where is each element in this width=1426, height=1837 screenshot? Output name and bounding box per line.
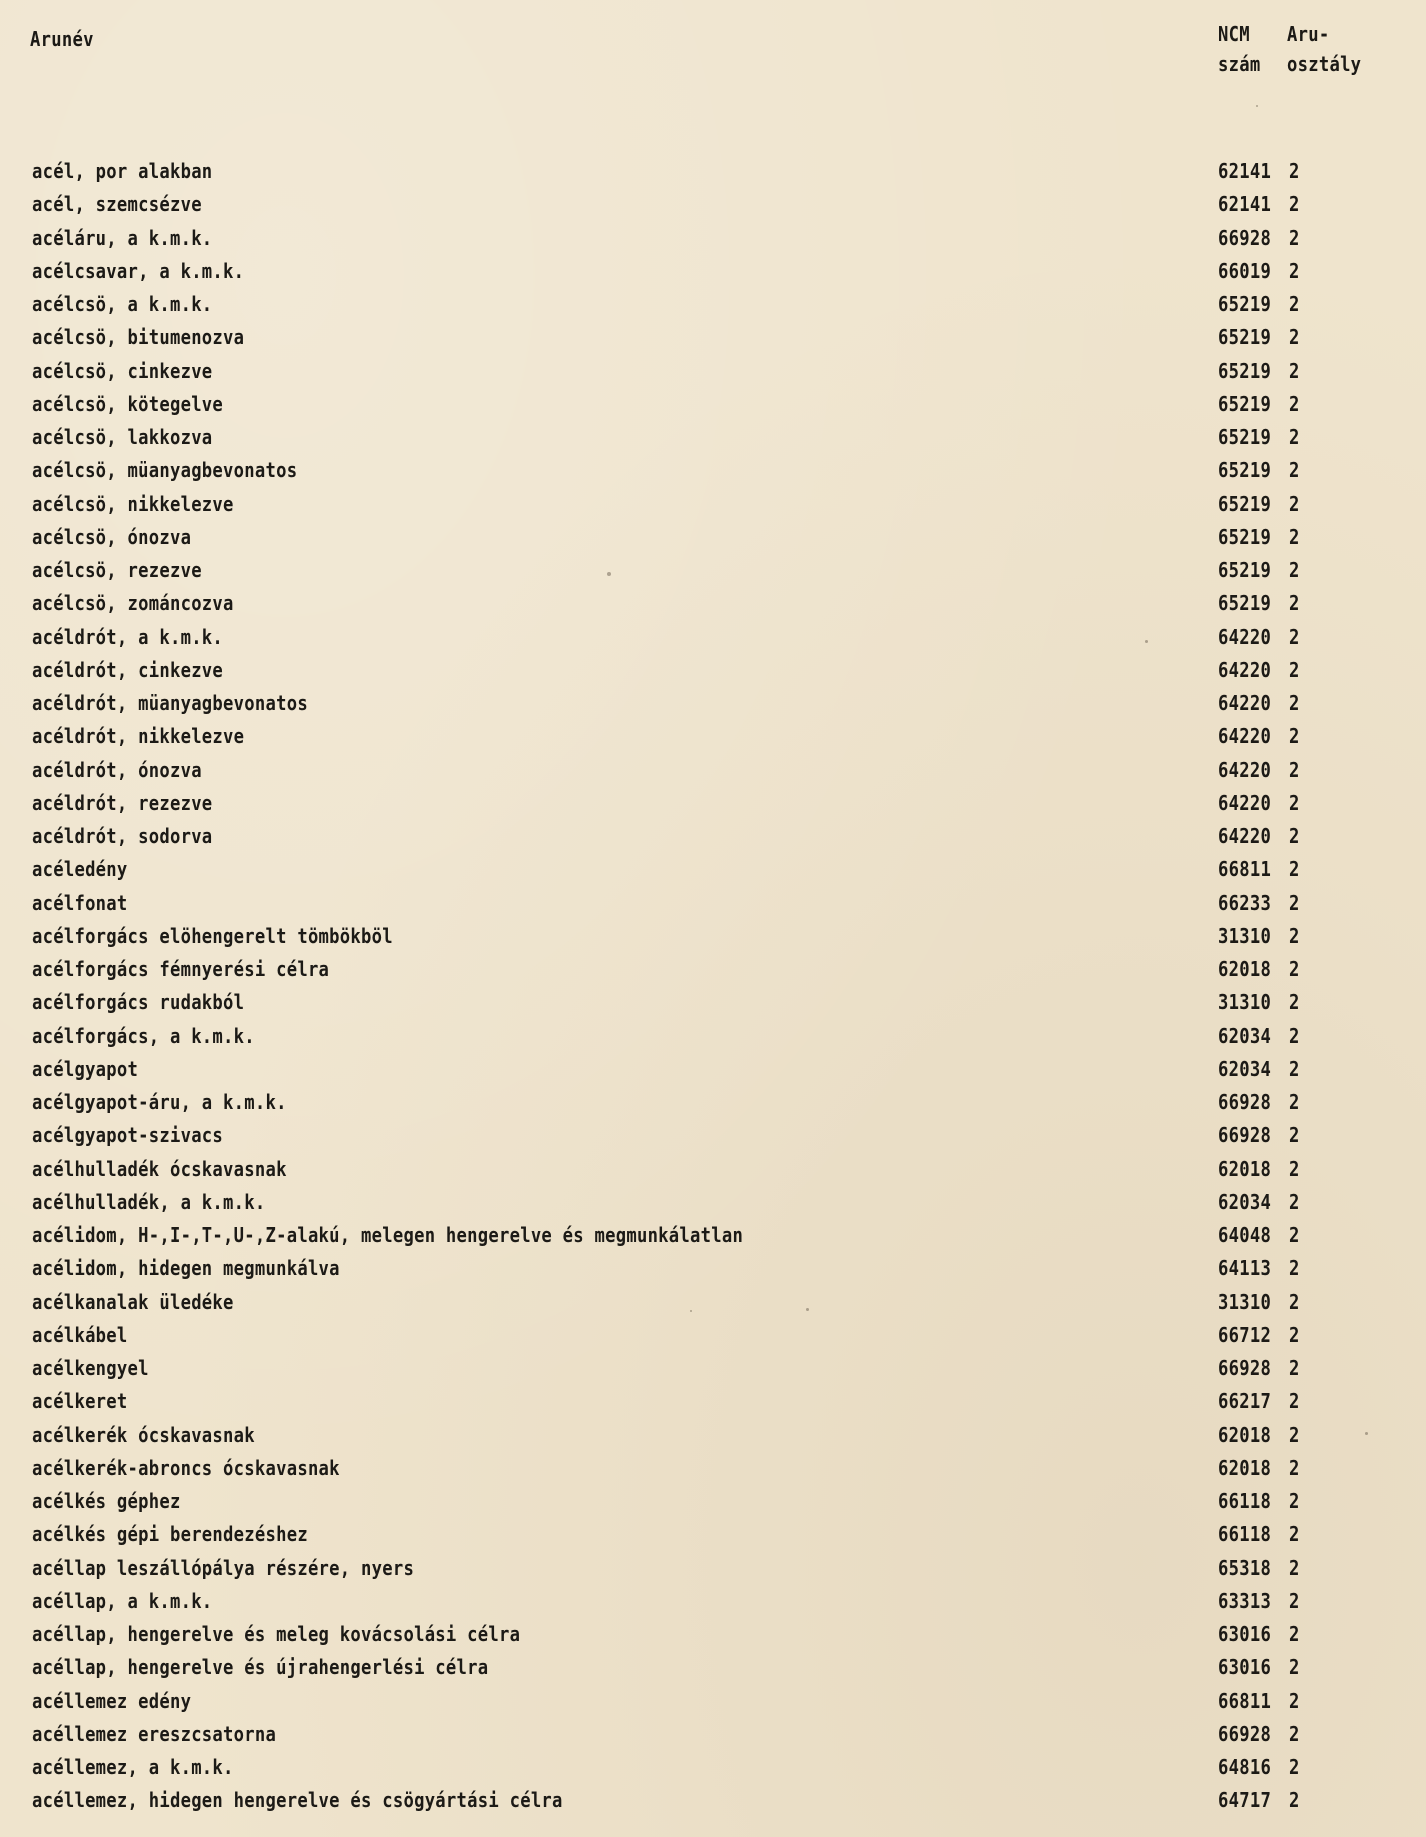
- list-item: [0, 289, 1426, 322]
- product-name: acélkerék ócskavasnak: [32, 1422, 255, 1447]
- product-name: acélforgács fémnyerési célra: [32, 957, 330, 981]
- product-class: 2: [1289, 857, 1300, 882]
- list-item: [0, 888, 1426, 921]
- product-name: acélgyapot-szivacs: [32, 1123, 224, 1148]
- paper-speck: [1145, 640, 1148, 643]
- list-item: [0, 1353, 1426, 1386]
- ncm-code: 63016: [1218, 1622, 1272, 1646]
- list-item: [0, 1154, 1426, 1187]
- product-class: 2: [1289, 1788, 1300, 1813]
- ncm-code: 62018: [1218, 1455, 1272, 1480]
- list-item: [0, 455, 1426, 488]
- product-class: 2: [1289, 1356, 1300, 1380]
- list-item: [0, 322, 1426, 355]
- list-item: [0, 555, 1426, 588]
- list-item: [0, 755, 1426, 788]
- ncm-code: 66118: [1218, 1489, 1272, 1513]
- product-class: 2: [1289, 1555, 1300, 1580]
- product-name: acélforgács elöhengerelt tömbökböl: [32, 923, 393, 948]
- ncm-code: 62034: [1218, 1023, 1272, 1048]
- product-class: 2: [1289, 890, 1300, 915]
- paper-speck: [690, 1310, 692, 1312]
- ncm-code: 64113: [1218, 1256, 1272, 1281]
- product-name: acéllap leszállópálya részére, nyers: [32, 1555, 415, 1580]
- product-name: acélcsavar, a k.m.k.: [32, 258, 245, 283]
- product-class: 2: [1289, 790, 1300, 815]
- ncm-code: 31310: [1218, 990, 1272, 1015]
- list-item: [0, 522, 1426, 555]
- list-item: [0, 987, 1426, 1020]
- list-item: [0, 489, 1426, 522]
- product-name: acéldrót, a k.m.k.: [32, 624, 224, 649]
- ncm-code: 65219: [1218, 458, 1272, 483]
- list-item: [0, 1087, 1426, 1120]
- list-item: [0, 1652, 1426, 1685]
- product-name: acélhulladék, a k.m.k.: [32, 1189, 266, 1214]
- product-class: 2: [1289, 1688, 1300, 1713]
- product-class: 2: [1289, 192, 1300, 217]
- ncm-code: 64220: [1218, 790, 1272, 815]
- product-name: acélhulladék ócskavasnak: [32, 1156, 287, 1181]
- paper-speck: [607, 572, 611, 576]
- product-class: 2: [1289, 724, 1300, 749]
- column-header-ncm: NCM szám: [1218, 22, 1261, 76]
- product-class: 2: [1289, 824, 1300, 848]
- list-item: [0, 1386, 1426, 1419]
- product-class: 2: [1289, 591, 1300, 616]
- list-item: [0, 1553, 1426, 1586]
- product-name: acélfonat: [32, 890, 128, 915]
- list-item: [0, 356, 1426, 389]
- product-name: acéláru, a k.m.k.: [32, 225, 213, 250]
- product-name: acéllap, hengerelve és meleg kovácsolási célra: [32, 1622, 521, 1646]
- list-item: [0, 389, 1426, 422]
- product-class: 2: [1289, 1389, 1300, 1414]
- ncm-code: 31310: [1218, 923, 1272, 948]
- list-item: [0, 422, 1426, 455]
- product-name: acéldrót, rezezve: [32, 790, 213, 815]
- product-class: 2: [1289, 1622, 1300, 1646]
- product-name: acélkeret: [32, 1389, 128, 1414]
- ncm-code: 64220: [1218, 724, 1272, 749]
- list-item: [0, 1120, 1426, 1153]
- product-class: 2: [1289, 1721, 1300, 1746]
- ncm-code: 66811: [1218, 857, 1272, 882]
- product-name: acélcsö, cinkezve: [32, 358, 213, 383]
- ncm-code: 64048: [1218, 1223, 1272, 1247]
- product-name: acélcsö, lakkozva: [32, 425, 213, 449]
- product-name: acéllemez ereszcsatorna: [32, 1721, 277, 1746]
- list-item: [0, 1686, 1426, 1719]
- list-item: [0, 156, 1426, 189]
- product-class: 2: [1289, 1023, 1300, 1048]
- column-header-class: Aru- osztály: [1287, 22, 1362, 76]
- ncm-code: 65219: [1218, 524, 1272, 549]
- ncm-code: 64220: [1218, 824, 1272, 848]
- product-name: acélgyapot-áru, a k.m.k.: [32, 1090, 287, 1114]
- ncm-code: 62018: [1218, 1422, 1272, 1447]
- product-name: acélcsö, nikkelezve: [32, 491, 234, 516]
- product-class: 2: [1289, 1322, 1300, 1347]
- product-class: 2: [1289, 458, 1300, 483]
- ncm-code: 65219: [1218, 591, 1272, 616]
- ncm-code: 66928: [1218, 1721, 1272, 1746]
- product-class: 2: [1289, 1489, 1300, 1513]
- product-class: 2: [1289, 624, 1300, 649]
- list-item: [0, 1187, 1426, 1220]
- product-class: 2: [1289, 1289, 1300, 1314]
- product-class: 2: [1289, 491, 1300, 516]
- list-item: [0, 1486, 1426, 1519]
- product-class: 2: [1289, 358, 1300, 383]
- list-item: [0, 622, 1426, 655]
- product-name: acélkábel: [32, 1322, 128, 1347]
- list-item: [0, 1054, 1426, 1087]
- list-item: [0, 256, 1426, 289]
- ncm-code: 66928: [1218, 225, 1272, 250]
- product-class: 2: [1289, 1588, 1300, 1613]
- product-name: acélforgács, a k.m.k.: [32, 1023, 255, 1048]
- product-class: 2: [1289, 1123, 1300, 1148]
- ncm-code: 66712: [1218, 1322, 1272, 1347]
- product-name: acélkerék-abroncs ócskavasnak: [32, 1455, 340, 1480]
- ncm-code: 62034: [1218, 1189, 1272, 1214]
- ncm-code: 64220: [1218, 691, 1272, 715]
- ncm-code: 65219: [1218, 292, 1272, 316]
- ncm-code: 64220: [1218, 757, 1272, 782]
- product-class: 2: [1289, 1056, 1300, 1081]
- list-item: [0, 1453, 1426, 1486]
- product-class: 2: [1289, 1090, 1300, 1114]
- ncm-code: 62034: [1218, 1056, 1272, 1081]
- list-item: [0, 588, 1426, 621]
- list-item: [0, 788, 1426, 821]
- product-name: acélkés gépi berendezéshez: [32, 1522, 308, 1547]
- list-item: [0, 721, 1426, 754]
- product-class: 2: [1289, 292, 1300, 316]
- ncm-code: 64816: [1218, 1755, 1272, 1779]
- ncm-code: 63016: [1218, 1655, 1272, 1680]
- ncm-code: 31310: [1218, 1289, 1272, 1314]
- list-item: [0, 1220, 1426, 1253]
- list-item: [0, 854, 1426, 887]
- product-name: acéllap, hengerelve és újrahengerlési célra: [32, 1655, 489, 1680]
- product-name: acélkés géphez: [32, 1489, 181, 1513]
- product-class: 2: [1289, 258, 1300, 283]
- product-class: 2: [1289, 1223, 1300, 1247]
- product-class: 2: [1289, 657, 1300, 682]
- product-name: acéldrót, sodorva: [32, 824, 213, 848]
- product-class: 2: [1289, 990, 1300, 1015]
- ncm-code: 66928: [1218, 1090, 1272, 1114]
- product-name: acélcsö, rezezve: [32, 558, 202, 582]
- product-name: acélcsö, müanyagbevonatos: [32, 458, 298, 483]
- product-name: acélcsö, ónozva: [32, 524, 192, 549]
- product-name: acélcsö, bitumenozva: [32, 325, 245, 350]
- product-class: 2: [1289, 1189, 1300, 1214]
- product-class: 2: [1289, 957, 1300, 981]
- list-item: [0, 1519, 1426, 1552]
- ncm-code: 66233: [1218, 890, 1272, 915]
- product-name: acéldrót, ónozva: [32, 757, 202, 782]
- product-name: acéllap, a k.m.k.: [32, 1588, 213, 1613]
- list-item: [0, 1420, 1426, 1453]
- product-class: 2: [1289, 391, 1300, 416]
- product-class: 2: [1289, 1256, 1300, 1281]
- product-name: acélcsö, kötegelve: [32, 391, 224, 416]
- product-class: 2: [1289, 225, 1300, 250]
- ncm-code: 65219: [1218, 558, 1272, 582]
- ncm-code: 66928: [1218, 1356, 1272, 1380]
- ncm-code: 66928: [1218, 1123, 1272, 1148]
- list-item: [0, 1586, 1426, 1619]
- product-class: 2: [1289, 558, 1300, 582]
- list-item: [0, 688, 1426, 721]
- product-name: acélkengyel: [32, 1356, 149, 1380]
- ncm-code: 66019: [1218, 258, 1272, 283]
- list-item: [0, 1320, 1426, 1353]
- product-class: 2: [1289, 325, 1300, 350]
- list-item: [0, 1287, 1426, 1320]
- product-class: 2: [1289, 1522, 1300, 1547]
- ncm-code: 63313: [1218, 1588, 1272, 1613]
- list-item: [0, 1785, 1426, 1818]
- product-class: 2: [1289, 1455, 1300, 1480]
- ncm-code: 66118: [1218, 1522, 1272, 1547]
- product-name: acélidom, H-,I-,T-,U-,Z-alakú, melegen hengerelve és megmunkálatlan: [32, 1223, 744, 1247]
- ncm-code: 62141: [1218, 159, 1272, 183]
- list-item: [0, 921, 1426, 954]
- list-item: [0, 954, 1426, 987]
- product-class: 2: [1289, 1655, 1300, 1680]
- ncm-code: 62018: [1218, 957, 1272, 981]
- ncm-code: 66811: [1218, 1688, 1272, 1713]
- ncm-code: 65219: [1218, 425, 1272, 449]
- paper-speck: [806, 1308, 809, 1311]
- product-name: acélcsö, a k.m.k.: [32, 292, 213, 316]
- product-class: 2: [1289, 1755, 1300, 1779]
- ncm-code: 65318: [1218, 1555, 1272, 1580]
- list-item: [0, 1619, 1426, 1652]
- ncm-code: 65219: [1218, 325, 1272, 350]
- product-name: acéllemez edény: [32, 1688, 192, 1713]
- product-class: 2: [1289, 691, 1300, 715]
- list-item: [0, 223, 1426, 256]
- ncm-code: 62141: [1218, 192, 1272, 217]
- product-class: 2: [1289, 425, 1300, 449]
- ncm-code: 64220: [1218, 657, 1272, 682]
- list-item: [0, 655, 1426, 688]
- product-class: 2: [1289, 159, 1300, 183]
- list-item: [0, 1021, 1426, 1054]
- column-header-name: Arunév: [30, 27, 94, 51]
- list-item: [0, 1752, 1426, 1785]
- product-name: acéledény: [32, 857, 128, 882]
- product-name: acélgyapot: [32, 1056, 139, 1081]
- ncm-code: 66217: [1218, 1389, 1272, 1414]
- product-name: acél, szemcsézve: [32, 192, 202, 217]
- ncm-code: 65219: [1218, 391, 1272, 416]
- list-item: [0, 1253, 1426, 1286]
- product-class: 2: [1289, 1156, 1300, 1181]
- list-item: [0, 189, 1426, 222]
- ncm-code: 64220: [1218, 624, 1272, 649]
- ncm-code: 65219: [1218, 491, 1272, 516]
- product-name: acélidom, hidegen megmunkálva: [32, 1256, 340, 1281]
- ncm-code: 62018: [1218, 1156, 1272, 1181]
- product-name: acéllemez, a k.m.k.: [32, 1755, 234, 1779]
- paper-speck: [1365, 1432, 1368, 1435]
- product-class: 2: [1289, 524, 1300, 549]
- product-name: acélforgács rudakból: [32, 990, 245, 1015]
- ncm-code: 65219: [1218, 358, 1272, 383]
- product-name: acéldrót, cinkezve: [32, 657, 224, 682]
- product-name: acélcsö, zománcozva: [32, 591, 234, 616]
- product-class: 2: [1289, 757, 1300, 782]
- product-class: 2: [1289, 1422, 1300, 1447]
- product-name: acéldrót, nikkelezve: [32, 724, 245, 749]
- product-name: acéldrót, müanyagbevonatos: [32, 691, 308, 715]
- product-list: [0, 156, 1426, 1819]
- ncm-code: 64717: [1218, 1788, 1272, 1813]
- product-name: acéllemez, hidegen hengerelve és csögyártási célra: [32, 1788, 563, 1813]
- paper-speck: [1256, 105, 1258, 107]
- product-class: 2: [1289, 923, 1300, 948]
- product-name: acélkanalak üledéke: [32, 1289, 234, 1314]
- product-name: acél, por alakban: [32, 159, 213, 183]
- list-item: [0, 1719, 1426, 1752]
- list-item: [0, 821, 1426, 854]
